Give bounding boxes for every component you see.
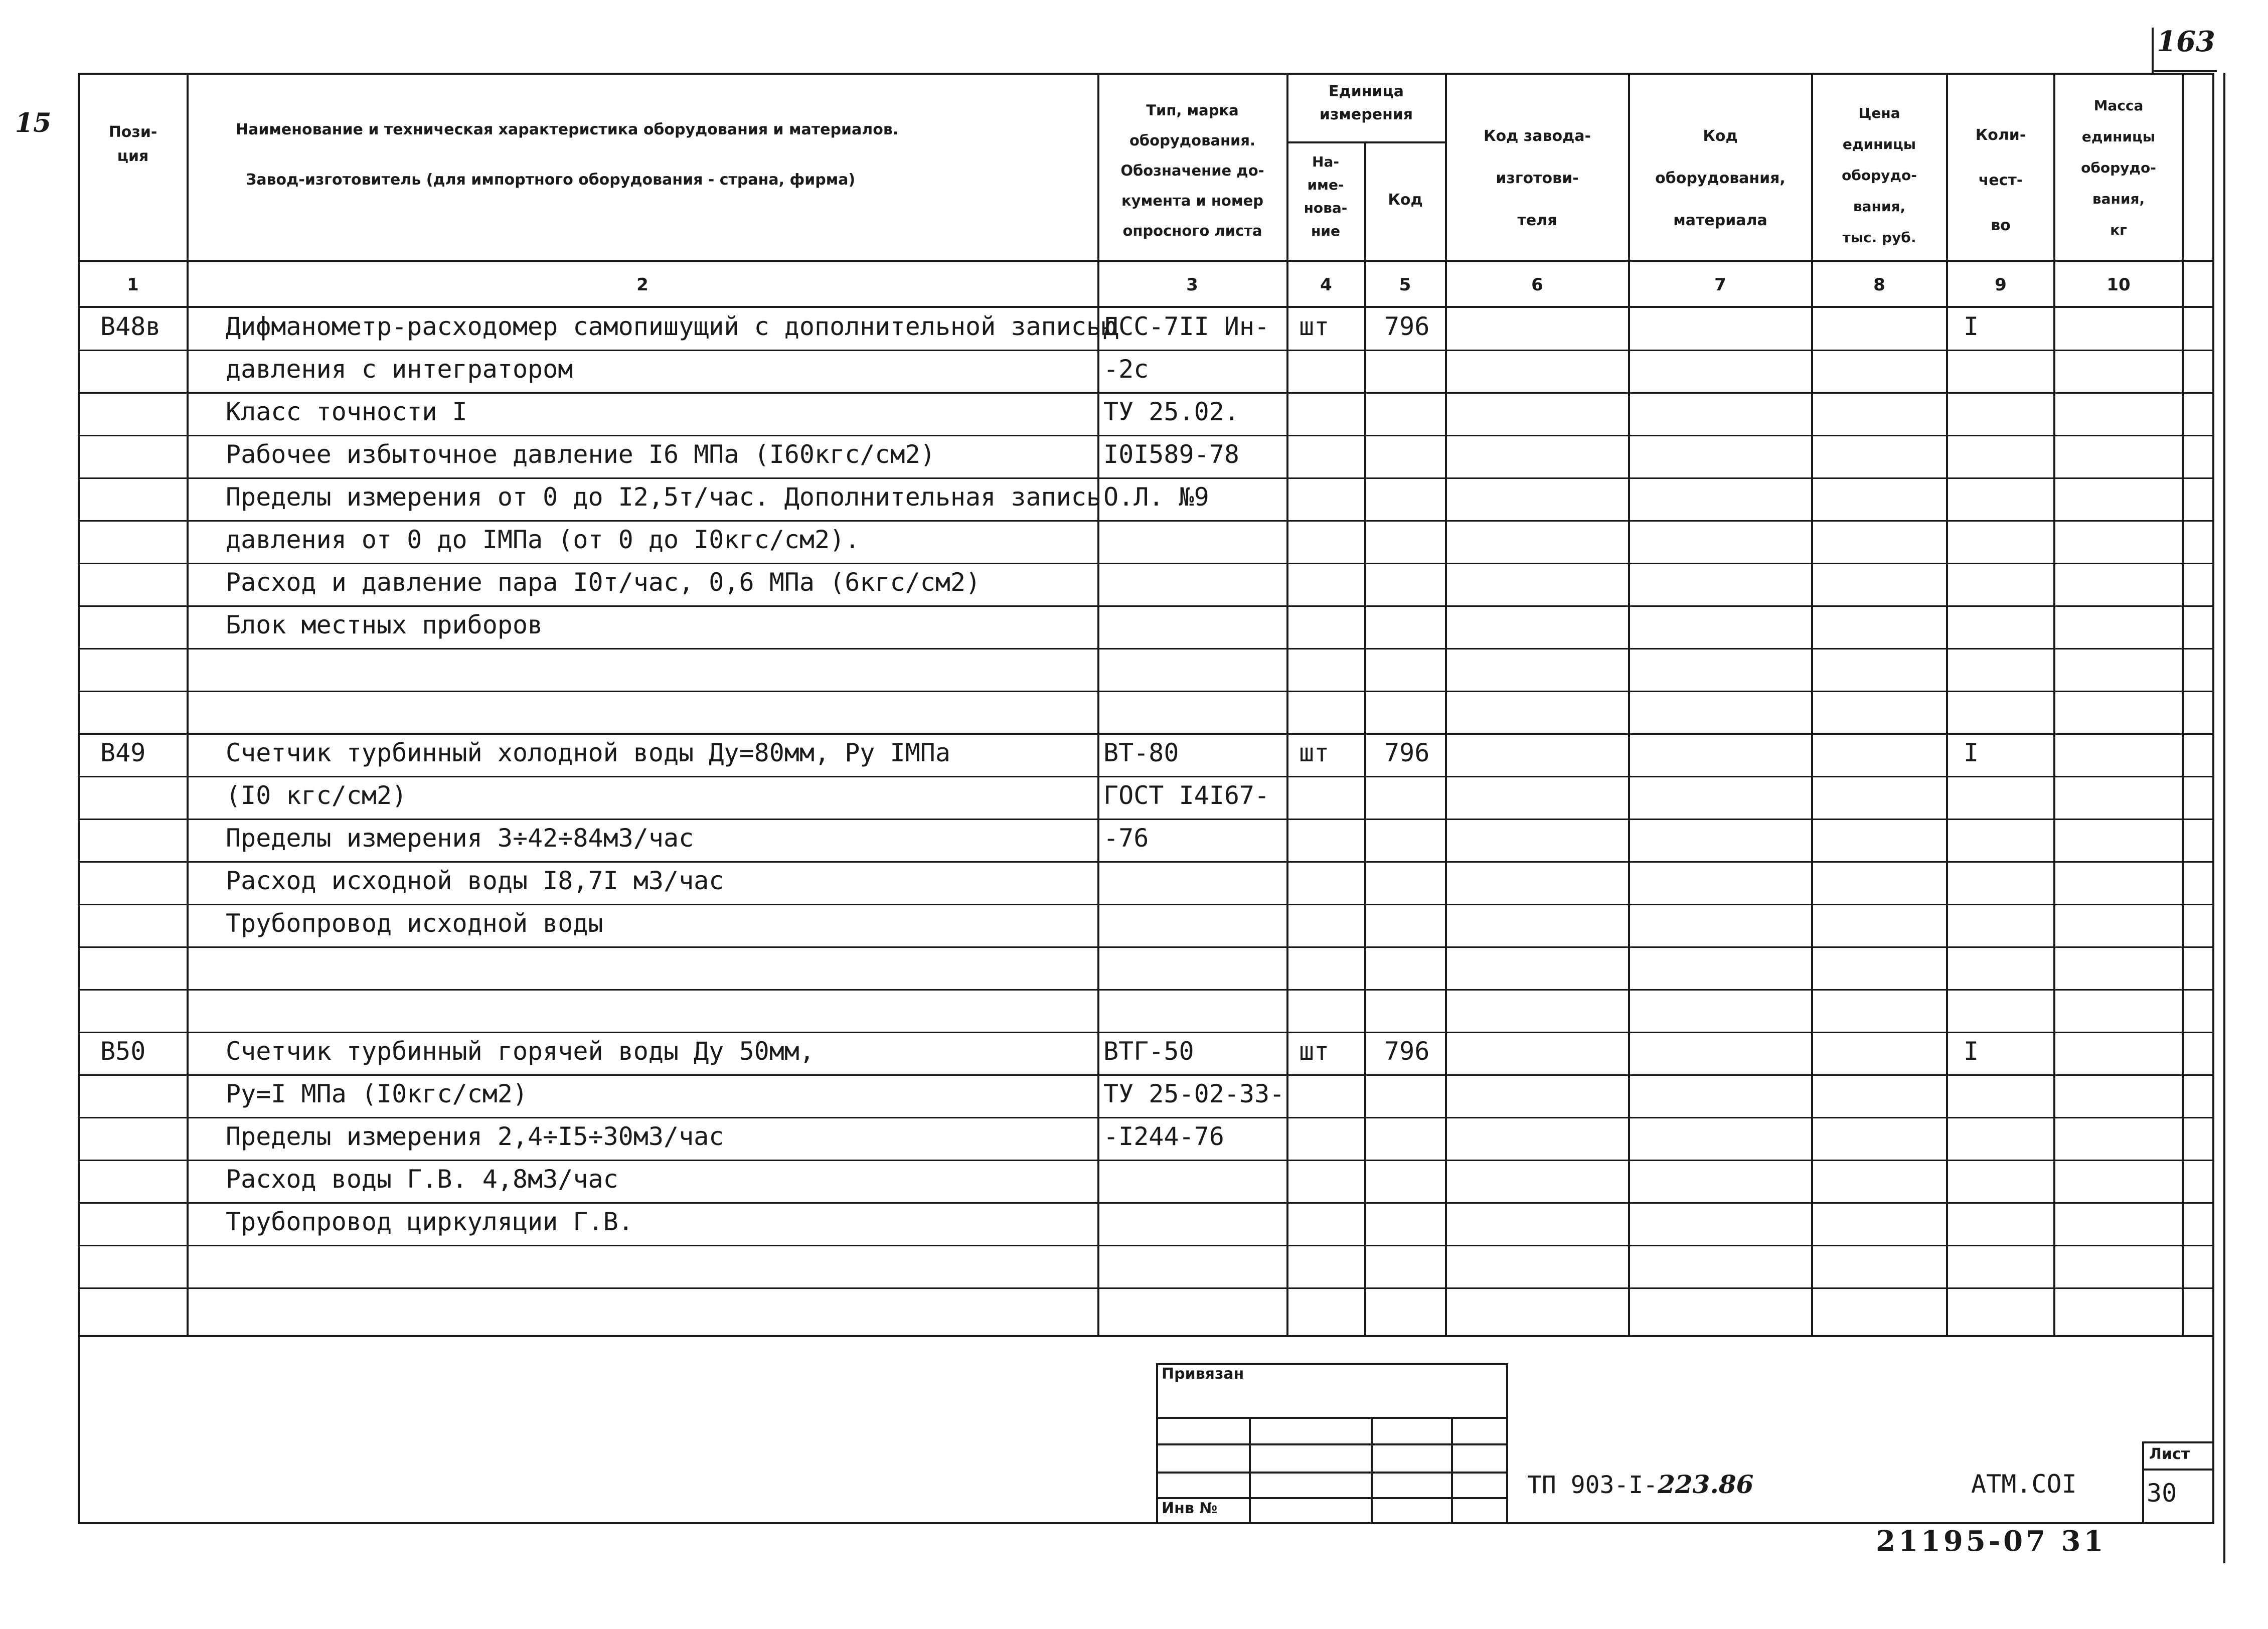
column-number-4: 4	[1320, 275, 1332, 295]
row-name: Класс точности I	[226, 397, 467, 426]
privyazan-label: Привязан	[1162, 1365, 1244, 1383]
row-type: ДСС-7II Ин-	[1103, 312, 1270, 341]
column-number-5: 5	[1399, 275, 1411, 295]
header-name-line1: Наименование и техническая характеристика оборудования и материалов.	[236, 121, 899, 138]
row-divider	[78, 392, 2214, 394]
row-divider	[78, 904, 2214, 905]
page-number: 163	[2157, 25, 2215, 58]
row-type: -I244-76	[1103, 1122, 1224, 1151]
row-divider	[78, 1160, 2214, 1161]
row-name: Трубопровод циркуляции Г.В.	[226, 1207, 633, 1236]
row-divider	[78, 1245, 2214, 1246]
row-divider	[78, 1202, 2214, 1204]
row-name: Расход и давление пара I0т/час, 0,6 МПа (6кгс/см2)	[226, 568, 981, 597]
page-number-frame-bottom	[2152, 70, 2217, 72]
row-unit: шт	[1299, 312, 1330, 341]
row-divider	[78, 946, 2214, 948]
row-name: Счетчик турбинный холодной воды Ду=80мм, Ру IМПа	[226, 738, 950, 767]
row-position: В49	[100, 738, 146, 767]
document-designation	[1527, 1470, 1753, 1499]
row-type: ТУ 25-02-33-	[1103, 1079, 1285, 1108]
row-divider	[78, 477, 2214, 479]
column-number-1: 1	[127, 275, 139, 295]
row-type: -2с	[1103, 355, 1149, 384]
page-number-frame	[2152, 28, 2154, 73]
header-type: Тип, марка оборудования. Обозначение до- кумента и номер опросного листа	[1120, 102, 1264, 239]
row-name: Пределы измерения от 0 до I2,5т/час. Дополнительная запись	[226, 482, 1101, 512]
row-divider	[78, 435, 2214, 436]
row-unit-code: 796	[1384, 1037, 1430, 1066]
margin-mark: 15	[15, 108, 52, 138]
row-divider	[78, 1074, 2214, 1076]
row-divider	[78, 861, 2214, 863]
row-type: ВТГ-50	[1103, 1037, 1194, 1066]
row-divider	[78, 989, 2214, 991]
row-divider	[78, 520, 2214, 522]
column-number-7: 7	[1714, 275, 1726, 295]
document-suffix: 223.86	[1658, 1470, 1754, 1499]
row-divider	[78, 648, 2214, 649]
header-factory-code: Код завода- изготови- теля	[1484, 127, 1591, 229]
column-number-3: 3	[1186, 275, 1198, 295]
row-quantity: I	[1964, 312, 1979, 341]
row-position: В50	[100, 1037, 146, 1066]
header-name-line2: Завод-изготовитель (для импортного оборудования - страна, фирма)	[246, 171, 856, 189]
header-unit-mass: Масса единицы оборудо- вания, кг	[2081, 97, 2156, 238]
row-divider	[78, 776, 2214, 777]
column-number-6: 6	[1531, 275, 1543, 295]
row-divider	[78, 691, 2214, 692]
header-equipment-code: Код оборудования, материала	[1655, 127, 1786, 229]
row-name: Расход воды Г.В. 4,8м3/час	[226, 1165, 618, 1194]
document-prefix: ТП 903-I-	[1527, 1471, 1658, 1499]
row-name: (I0 кгс/см2)	[226, 781, 407, 810]
row-name: Счетчик турбинный горячей воды Ду 50мм,	[226, 1037, 815, 1066]
row-divider	[78, 819, 2214, 820]
header-quantity: Коли- чест- во	[1975, 126, 2026, 234]
row-type: -76	[1103, 824, 1149, 853]
row-name: Рабочее избыточное давление I6 МПа (I60кгс/см2)	[226, 440, 935, 469]
row-name: Пределы измерения 2,4÷I5÷30м3/час	[226, 1122, 724, 1151]
row-divider	[78, 605, 2214, 607]
row-type: ТУ 25.02.	[1103, 397, 1239, 426]
row-unit: шт	[1299, 1037, 1330, 1066]
row-name: Блок местных приборов	[226, 610, 543, 639]
row-name: Ру=I МПа (I0кгс/см2)	[226, 1079, 528, 1108]
header-unit-price: Цена единицы оборудо- вания, тыс. руб.	[1842, 105, 1917, 246]
row-type: I0I589-78	[1103, 440, 1239, 469]
column-number-10: 10	[2107, 275, 2131, 295]
row-name: давления с интегратором	[226, 355, 573, 384]
row-divider	[78, 1032, 2214, 1033]
row-name: давления от 0 до IМПа (от 0 до I0кгс/см2).	[226, 525, 860, 554]
row-unit-code: 796	[1384, 738, 1430, 767]
sheet-number: 30	[2147, 1479, 2177, 1508]
header-unit-name: На- име- нова- ние	[1304, 153, 1348, 239]
row-name: Пределы измерения 3÷42÷84м3/час	[226, 824, 694, 853]
archive-number: 21195-07 31	[1876, 1525, 2107, 1558]
header-unit-group: Единица измерения	[1319, 83, 1413, 123]
header-unit-code: Код	[1388, 191, 1423, 209]
row-quantity: I	[1964, 1037, 1979, 1066]
row-type: ГОСТ I4I67-	[1103, 781, 1270, 810]
row-quantity: I	[1964, 738, 1979, 767]
row-unit: шт	[1299, 738, 1330, 767]
inv-number-label: Инв №	[1162, 1500, 1218, 1517]
document-code: АТМ.СОI	[1971, 1470, 2077, 1499]
row-name: Трубопровод исходной воды	[226, 909, 603, 938]
row-type: ВТ-80	[1103, 738, 1179, 767]
row-name: Расход исходной воды I8,7I м3/час	[226, 866, 724, 895]
row-name: Дифманометр-расходомер самопишущий с дополнительной записью	[226, 312, 1117, 341]
column-number-2: 2	[636, 275, 649, 295]
row-unit-code: 796	[1384, 312, 1430, 341]
row-type: О.Л. №9	[1103, 482, 1209, 512]
row-divider	[78, 733, 2214, 735]
row-divider	[78, 1287, 2214, 1289]
header-position: Пози- ция	[108, 123, 157, 165]
row-divider	[78, 563, 2214, 564]
row-position: В48в	[100, 312, 161, 341]
row-divider	[78, 350, 2214, 351]
column-number-9: 9	[1995, 275, 2007, 295]
row-divider	[78, 1117, 2214, 1118]
sheet-label: Лист	[2149, 1445, 2190, 1463]
column-number-8: 8	[1873, 275, 1885, 295]
